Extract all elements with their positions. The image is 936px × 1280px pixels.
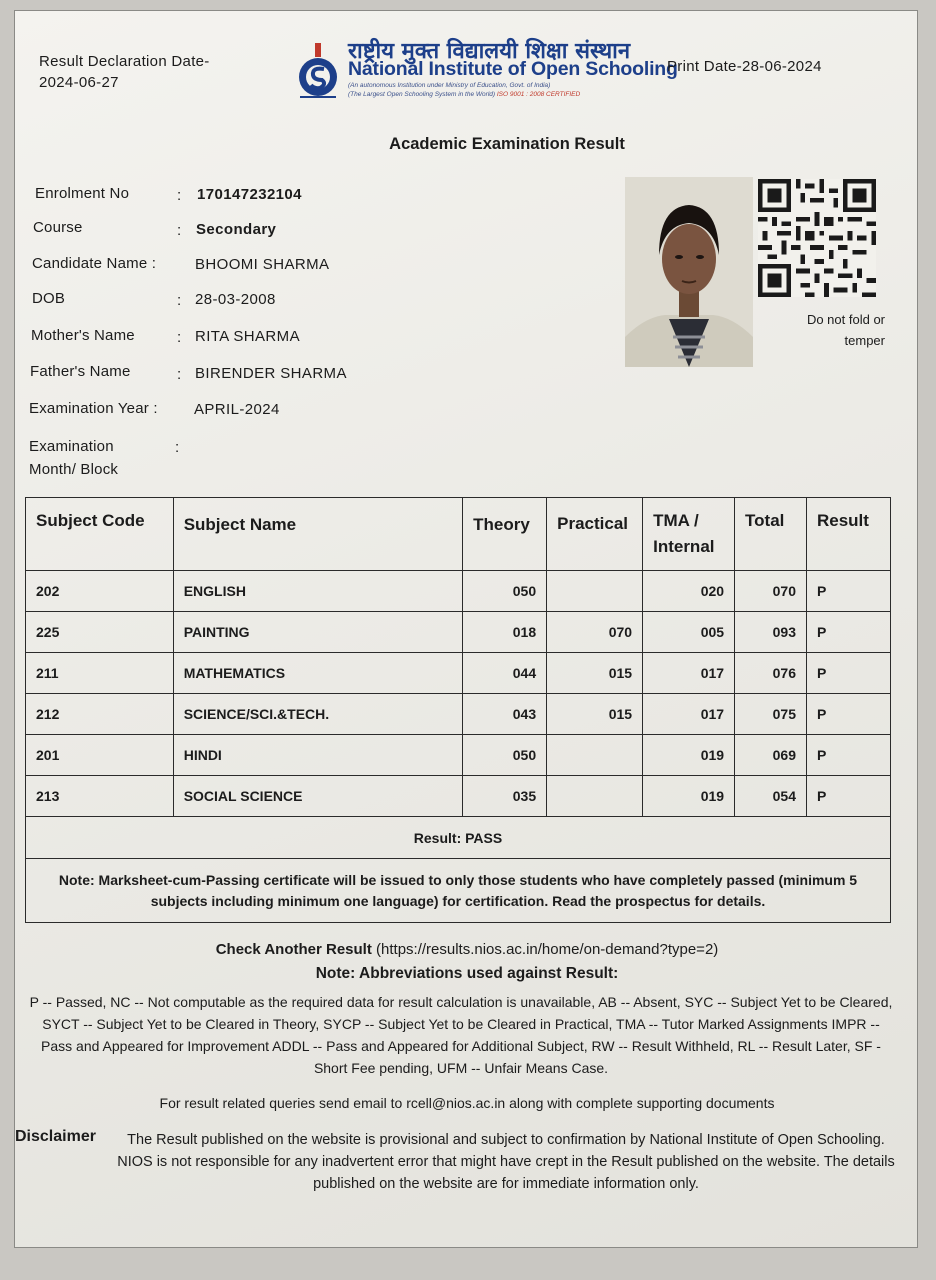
subject-code: 213 (26, 776, 174, 817)
practical-marks: 015 (547, 653, 643, 694)
table-row (26, 571, 891, 612)
practical-marks: 070 (547, 612, 643, 653)
subject-result: P (806, 653, 890, 694)
total-marks: 076 (735, 653, 807, 694)
colon: : (177, 187, 182, 204)
print-date: Print Date-28-06-2024 (667, 58, 822, 75)
org-name-hindi: राष्ट्रीय मुक्त विद्यालयी शिक्षा संस्थान (348, 39, 631, 64)
header-result: Result (806, 498, 890, 571)
practical-marks: 015 (547, 694, 643, 735)
table-header (26, 498, 891, 571)
tma-marks: 019 (643, 735, 735, 776)
check-another-result (15, 941, 919, 958)
subject-name: SCIENCE/SCI.&TECH. (173, 694, 462, 735)
header-theory: Theory (463, 498, 547, 571)
table-row (26, 776, 891, 817)
subject-name: PAINTING (173, 612, 462, 653)
theory-marks: 018 (463, 612, 547, 653)
subject-result: P (806, 776, 890, 817)
tma-marks: 019 (643, 776, 735, 817)
declaration-date: Result Declaration Date- 2024-06-27 (39, 53, 210, 91)
subject-code: 212 (26, 694, 174, 735)
certificate-note-row (26, 859, 891, 923)
subject-result: P (806, 612, 890, 653)
value-mother-name: RITA SHARMA (195, 328, 300, 345)
check-another-result-link[interactable]: Check Another Result (215, 941, 372, 958)
value-father-name: BIRENDER SHARMA (195, 365, 347, 382)
colon: : (177, 222, 182, 239)
subject-name: HINDI (173, 735, 462, 776)
disclaimer-label: Disclaimer (15, 1128, 96, 1145)
label-candidate-name: Candidate Name : (32, 255, 157, 272)
subject-name: MATHEMATICS (173, 653, 462, 694)
tma-marks: 017 (643, 694, 735, 735)
page-title: Academic Examination Result (389, 135, 625, 153)
table-row (26, 694, 891, 735)
label-father-name: Father's Name (30, 363, 131, 380)
total-marks: 054 (735, 776, 807, 817)
table-row (26, 612, 891, 653)
org-name-english: National Institute of Open Schooling (348, 58, 678, 80)
colon: : (177, 366, 182, 383)
fold-warning: Do not fold or temper (806, 312, 885, 348)
result-summary: Result: PASS (26, 817, 891, 859)
colon: : (177, 329, 182, 346)
tma-marks: 017 (643, 653, 735, 694)
subject-name: SOCIAL SCIENCE (173, 776, 462, 817)
org-subtitle: (An autonomous Institution under Ministry of Education, Govt. of India) (348, 82, 551, 89)
subject-code: 225 (26, 612, 174, 653)
disclaimer-text: The Result published on the website is provisional and subject to confirmation by National Institute of Open Schooling. NIOS is not responsible for any inadvertent error that might have crept in the Result published on the website. The details published on the website are for immediate information only. (117, 1132, 895, 1192)
abbreviations-title: Note: Abbreviations used against Result: (315, 965, 619, 982)
result-summary-row (26, 817, 891, 859)
nios-logo-icon (296, 43, 340, 99)
value-enrolment: 170147232104 (197, 186, 302, 203)
label-enrolment: Enrolment No (35, 185, 130, 202)
total-marks: 093 (735, 612, 807, 653)
header-total: Total (735, 498, 807, 571)
subject-result: P (806, 694, 890, 735)
value-candidate-name: BHOOMI SHARMA (195, 256, 330, 273)
subject-code: 202 (26, 571, 174, 612)
practical-marks (547, 571, 643, 612)
header-practical: Practical (547, 498, 643, 571)
header-subject-name: Subject Name (173, 498, 462, 571)
theory-marks: 050 (463, 571, 547, 612)
org-tagline: (The Largest Open Schooling System in the World) ISO 9001 : 2008 CERTIFIED (348, 91, 581, 98)
subject-result: P (806, 735, 890, 776)
total-marks: 070 (735, 571, 807, 612)
check-url[interactable]: (https://results.nios.ac.in/home/on-demand?type=2) (376, 941, 719, 958)
marks-table (25, 497, 891, 923)
candidate-photo-icon (625, 177, 753, 367)
label-mother-name: Mother's Name (31, 327, 135, 344)
qr-code-icon (755, 179, 879, 297)
label-exam-year: Examination Year : (29, 400, 158, 417)
abbreviations-text: P -- Passed, NC -- Not computable as the required data for result calculation is unavailable, AB -- Absent, SYC -- Subject Yet to be Cleared, SYCT -- Subject Yet to be Cleared in Theory, SYCP -- Subject Yet to be Cleared in Practical, TMA -- Tutor Marked Assignments IMPR -- Pass and Appeared for Improvement ADDL -- Pass and Appeared for Additional Subject, RW -- Result Withheld, RL -- Result Later, SF - Short Fee pending, UFM -- Unfair Means Case. (29, 994, 893, 1076)
colon: : (177, 292, 182, 309)
tma-marks: 020 (643, 571, 735, 612)
subject-name: ENGLISH (173, 571, 462, 612)
header-subject-code: Subject Code (26, 498, 174, 571)
subject-code: 211 (26, 653, 174, 694)
theory-marks: 044 (463, 653, 547, 694)
tma-marks: 005 (643, 612, 735, 653)
total-marks: 069 (735, 735, 807, 776)
table-row (26, 653, 891, 694)
value-exam-year: APRIL-2024 (194, 401, 280, 418)
colon: : (175, 439, 180, 456)
result-sheet (14, 10, 918, 1248)
theory-marks: 050 (463, 735, 547, 776)
queries-note: For result related queries send email to rcell@nios.ac.in along with complete supporting documents (159, 1095, 775, 1111)
value-dob: 28-03-2008 (195, 291, 276, 308)
theory-marks: 035 (463, 776, 547, 817)
label-exam-block: Examination Month/ Block (29, 438, 119, 478)
header-tma: TMA / Internal (643, 498, 735, 571)
theory-marks: 043 (463, 694, 547, 735)
practical-marks (547, 776, 643, 817)
certificate-note: Note: Marksheet-cum-Passing certificate will be issued to only those students who have completely passed (minimum 5 subjects including minimum one language) for certification. Read the prospectus for details. (26, 859, 891, 923)
practical-marks (547, 735, 643, 776)
label-dob: DOB (32, 290, 66, 307)
subject-code: 201 (26, 735, 174, 776)
table-row (26, 735, 891, 776)
label-course: Course (33, 219, 83, 236)
subject-result: P (806, 571, 890, 612)
value-course: Secondary (196, 221, 277, 238)
total-marks: 075 (735, 694, 807, 735)
